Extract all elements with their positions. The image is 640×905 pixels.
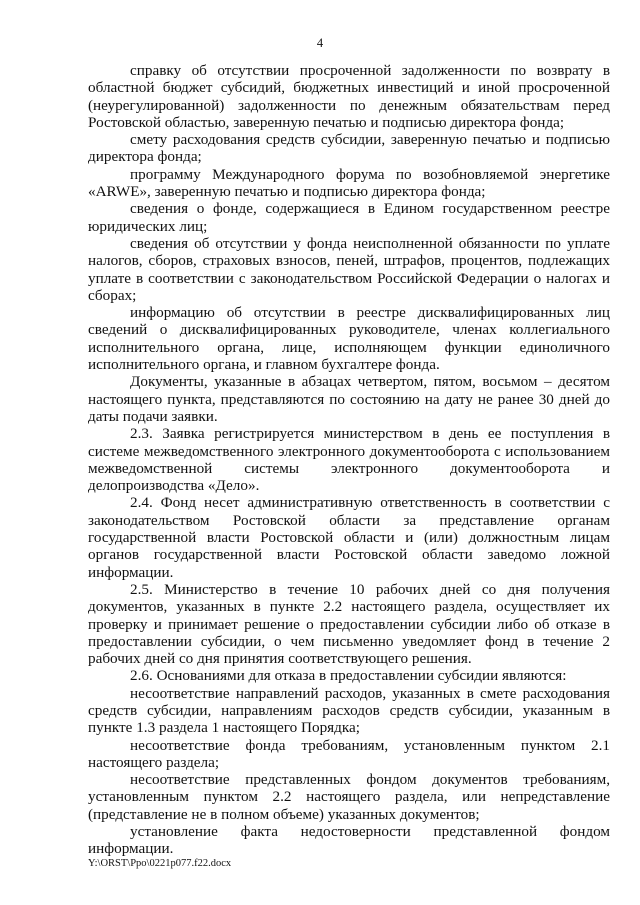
paragraph: справку об отсутствии просроченной задолженности по возврату в областной бюджет субсидий, бюджетных инвестиций и иной просроченной (неурегулированной) задолженности по денежным обязательствам перед Ростовской областью, заверенную печатью и подписью директора фонда; [88,62,610,131]
file-path-footer: Y:\ORST\Ppo\0221p077.f22.docx [88,858,232,869]
paragraph: сведения об отсутствии у фонда неисполненной обязанности по уплате налогов, сборов, страховых взносов, пеней, штрафов, процентов, подлежащих уплате в соответствии с законодательством Российской Федерации о налогах и сборах; [88,234,610,304]
paragraph: смету расходования средств субсидии, заверенную печатью и подписью директора фонда; [88,131,610,166]
paragraph: 2.3. Заявка регистрируется министерством в день ее поступления в системе межведомственного электронного документооборота с использованием межведомственной системы электронного документооборота и делопроизводства «Дело». [88,425,610,495]
paragraph: несоответствие фонда требованиям, установленным пунктом 2.1 настоящего раздела; [88,736,610,771]
paragraph: установление факта недостоверности представленной фондом информации. [88,823,610,858]
paragraph: программу Международного форума по возобновляемой энергетике «ARWE», заверенную печатью и подписью директора фонда; [88,165,610,201]
paragraph: несоответствие направлений расходов, указанных в смете расходования средств субсидии, направлениям расходов средств субсидии, указанным в пункте 1.3 раздела 1 настоящего Порядка; [88,684,610,737]
paragraph: сведения о фонде, содержащиеся в Едином государственном реестре юридических лиц; [88,200,610,235]
paragraph: Документы, указанные в абзацах четвертом, пятом, восьмом – десятом настоящего пункта, представляются по состоянию на дату не ранее 30 дней до даты подачи заявки. [88,373,610,425]
paragraph: несоответствие представленных фондом документов требованиям, установленным пунктом 2.2 настоящего раздела, или непредставление (представление не в полном объеме) указанных документов; [88,771,610,823]
paragraph: информацию об отсутствии в реестре дисквалифицированных лиц сведений о дисквалифицированных руководителе, членах коллегиального исполнительного органа, лице, исполняющем функции единоличного исполнительного органа, и главном бухгалтере фонда. [88,304,610,374]
paragraph: 2.5. Министерство в течение 10 рабочих дней со дня получения документов, указанных в пункте 2.2 настоящего раздела, осуществляет их проверку и принимает решение о предоставлении субсидии либо об отказе в предоставлении субсидии, о чем письменно уведомляет фонд в течение 2 рабочих дней со дня принятия соответствующего решения. [88,580,610,668]
paragraph: 2.6. Основаниями для отказа в предоставлении субсидии являются: [130,667,567,685]
paragraph: 2.4. Фонд несет административную ответственность в соответствии с законодательством Ростовской области за представление органам государственной власти Ростовской области и (или) должностным лицам органов государственной власти Ростовской области заведомо ложной информации. [88,494,610,581]
page-number: 4 [316,36,324,50]
document-body [88,62,610,858]
